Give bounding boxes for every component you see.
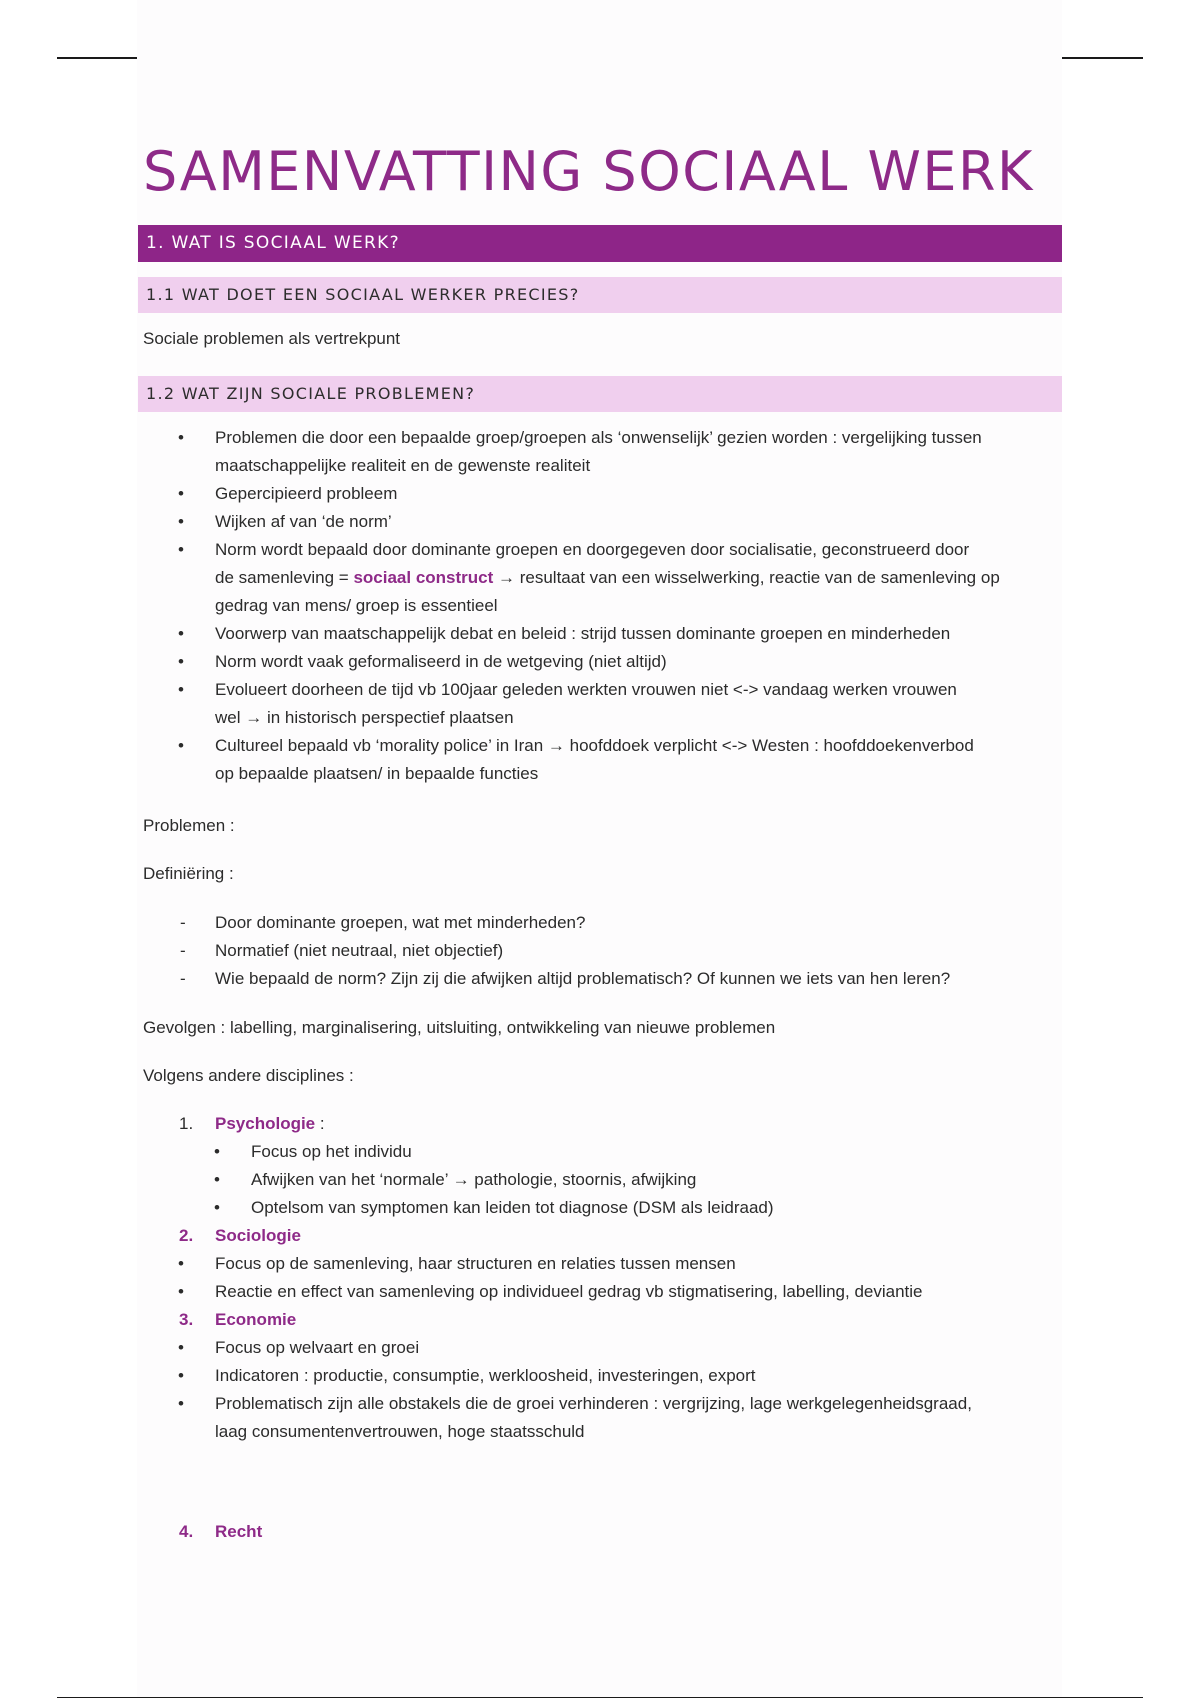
list-item-text: → resultaat van een wisselwerking, reactie van de samenleving op: [493, 568, 1000, 587]
discipline-recht: Recht: [215, 1522, 263, 1541]
list-item: Indicatoren : productie, consumptie, werkloosheid, investeringen, export: [215, 1366, 756, 1385]
definiering-label: Definiëring :: [143, 864, 234, 883]
discipline-name: Psychologie: [215, 1114, 316, 1133]
heading-1-1: 1.1 WAT DOET EEN SOCIAAL WERKER PRECIES?: [138, 277, 1062, 313]
list-item-line: Norm wordt bepaald door dominante groepen en doorgegeven door socialisatie, geconstrueerd door: [215, 540, 970, 559]
discipline-psychologie: [215, 1110, 325, 1138]
list-item: Focus op welvaart en groei: [215, 1338, 420, 1357]
dash-mark: -: [180, 969, 186, 988]
discipline-economie: Economie: [215, 1310, 297, 1329]
bullet-mark: •: [178, 680, 184, 699]
list-item-line: Evolueert doorheen de tijd vb 100jaar geleden werkten vrouwen niet <-> vandaag werken vrouwen: [215, 680, 957, 699]
heading-1: 1. WAT IS SOCIAAL WERK?: [138, 225, 1062, 262]
list-item-line: Cultureel bepaald vb ‘morality police’ in Iran → hoofddoek verplicht <-> Westen : hoofddoekenverbod: [215, 736, 974, 755]
list-item-line: [215, 564, 1000, 592]
list-item-line: Wijken af van ‘de norm’: [215, 512, 392, 531]
list-number: 3.: [179, 1310, 194, 1329]
list-item-text: de samenleving =: [215, 568, 354, 587]
list-item-line: Voorwerp van maatschappelijk debat en beleid : strijd tussen dominante groepen en minderheden: [215, 624, 951, 643]
list-item-line: Problemen die door een bepaalde groep/groepen als ‘onwenselijk’ gezien worden : vergelijking tussen: [215, 428, 982, 447]
bullet-mark: •: [214, 1198, 220, 1217]
bullet-mark: •: [178, 484, 184, 503]
bullet-mark: •: [214, 1170, 220, 1189]
bullet-mark: •: [178, 512, 184, 531]
list-item-line: maatschappelijke realiteit en de gewenste realiteit: [215, 456, 591, 475]
bullet-mark: •: [178, 652, 184, 671]
bullet-mark: •: [178, 540, 184, 559]
list-item-line: Gepercipieerd probleem: [215, 484, 398, 503]
disciplines-label: Volgens andere disciplines :: [143, 1066, 354, 1085]
list-item-line: gedrag van mens/ groep is essentieel: [215, 596, 498, 615]
list-item-line: wel → in historisch perspectief plaatsen: [215, 708, 514, 727]
list-item: Normatief (niet neutraal, niet objectief): [215, 941, 504, 960]
document-title: SAMENVATTING SOCIAAL WERK: [143, 140, 1034, 203]
discipline-suffix: :: [315, 1114, 325, 1133]
list-item: Afwijken van het ‘normale’ → pathologie, stoornis, afwijking: [251, 1170, 697, 1189]
bullet-mark: •: [178, 1394, 184, 1413]
list-item: Problematisch zijn alle obstakels die de groei verhinderen : vergrijzing, lage werkgelegenheidsgraad,: [215, 1394, 972, 1413]
list-number: 1.: [179, 1114, 194, 1133]
sociaal-construct-term: sociaal construct: [353, 568, 494, 587]
gevolgen-paragraph: Gevolgen : labelling, marginalisering, uitsluiting, ontwikkeling van nieuwe problemen: [143, 1018, 776, 1037]
bullet-mark: •: [178, 428, 184, 447]
list-item: Optelsom van symptomen kan leiden tot diagnose (DSM als leidraad): [251, 1198, 774, 1217]
list-item-line: Norm wordt vaak geformaliseerd in de wetgeving (niet altijd): [215, 652, 667, 671]
list-item: laag consumentenvertrouwen, hoge staatsschuld: [215, 1422, 585, 1441]
bullet-mark: •: [178, 1282, 184, 1301]
list-number: 2.: [179, 1226, 194, 1245]
bullet-mark: •: [178, 1338, 184, 1357]
list-item-line: op bepaalde plaatsen/ in bepaalde functies: [215, 764, 539, 783]
list-item: Door dominante groepen, wat met minderheden?: [215, 913, 586, 932]
bullet-mark: •: [214, 1142, 220, 1161]
dash-mark: -: [180, 941, 186, 960]
bottom-rule: [57, 1697, 1143, 1698]
list-item: Reactie en effect van samenleving op individueel gedrag vb stigmatisering, labelling, deviantie: [215, 1282, 923, 1301]
bullet-mark: •: [178, 624, 184, 643]
bullet-mark: •: [178, 1366, 184, 1385]
discipline-sociologie: Sociologie: [215, 1226, 301, 1245]
problemen-label: Problemen :: [143, 816, 235, 835]
list-item: Wie bepaald de norm? Zijn zij die afwijken altijd problematisch? Of kunnen we iets van hen leren?: [215, 969, 951, 988]
list-item: Focus op de samenleving, haar structuren en relaties tussen mensen: [215, 1254, 736, 1273]
bullet-mark: •: [178, 736, 184, 755]
intro-paragraph: Sociale problemen als vertrekpunt: [143, 329, 401, 348]
list-item: Focus op het individu: [251, 1142, 412, 1161]
list-number: 4.: [179, 1522, 194, 1541]
heading-1-2: 1.2 WAT ZIJN SOCIALE PROBLEMEN?: [138, 376, 1062, 412]
dash-mark: -: [180, 913, 186, 932]
bullet-mark: •: [178, 1254, 184, 1273]
